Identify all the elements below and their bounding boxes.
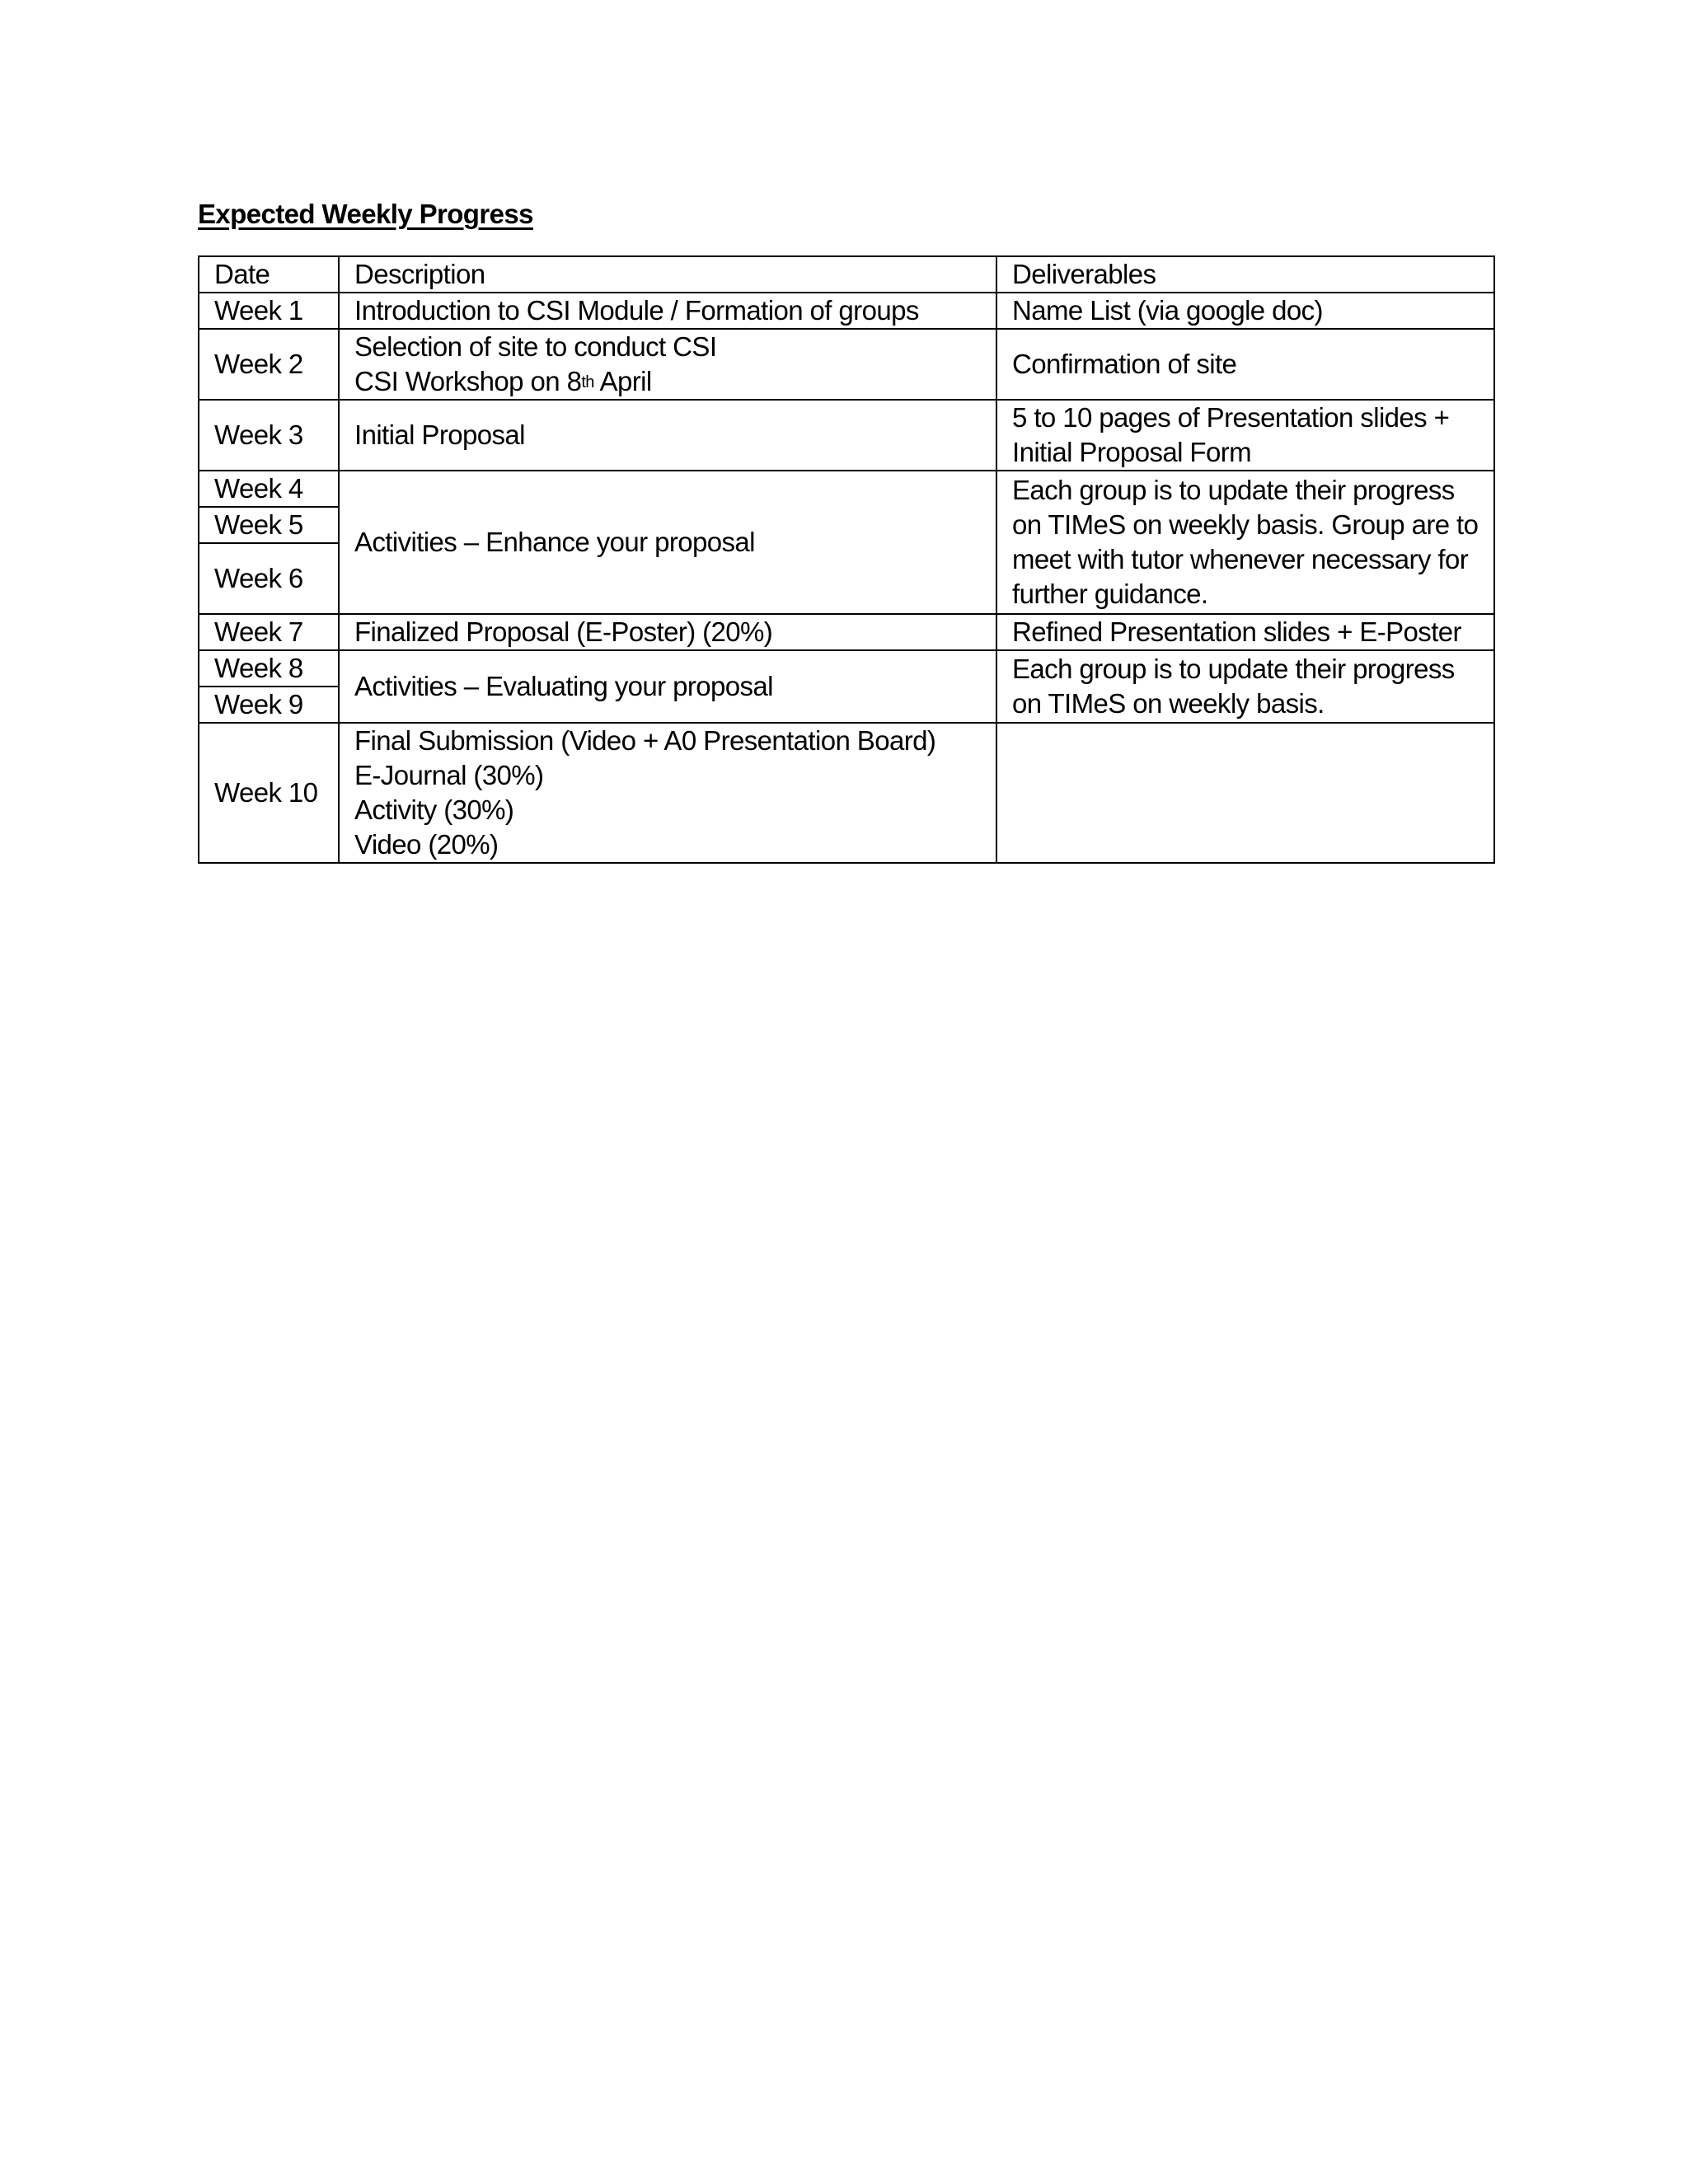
cell-date-week-8: Week 8 bbox=[199, 650, 339, 687]
description-line: E-Journal (30%) bbox=[354, 760, 544, 790]
cell-deliverables-week-1: Name List (via google doc) bbox=[996, 293, 1494, 329]
header-deliverables: Deliverables bbox=[996, 256, 1494, 293]
header-date: Date bbox=[199, 256, 339, 293]
cell-description-week-1: Introduction to CSI Module / Formation of groups bbox=[339, 293, 996, 329]
deliverables-line: Initial Proposal Form bbox=[1012, 437, 1252, 467]
cell-description-week-7: Finalized Proposal (E-Poster) (20%) bbox=[339, 614, 996, 650]
cell-deliverables-week-7: Refined Presentation slides + E-Poster bbox=[996, 614, 1494, 650]
cell-date-week-7: Week 7 bbox=[199, 614, 339, 650]
cell-description-week-2 bbox=[339, 329, 996, 400]
description-line: Activity (30%) bbox=[354, 794, 514, 825]
ordinal-suffix: th bbox=[581, 373, 594, 391]
description-line: Selection of site to conduct CSI bbox=[354, 331, 717, 362]
table-row-week-8 bbox=[199, 650, 1494, 687]
cell-date-week-2: Week 2 bbox=[199, 329, 339, 400]
table-header-row bbox=[199, 256, 1494, 293]
workshop-text: CSI Workshop on 8 bbox=[354, 366, 582, 396]
description-line bbox=[354, 364, 981, 399]
cell-date-week-6: Week 6 bbox=[199, 543, 339, 614]
cell-deliverables-week-2: Confirmation of site bbox=[996, 329, 1494, 400]
page-title: Expected Weekly Progress bbox=[198, 199, 533, 229]
workshop-month: April bbox=[593, 366, 652, 396]
weekly-progress-table bbox=[198, 255, 1495, 864]
cell-deliverables-week-3 bbox=[996, 400, 1494, 471]
table-row-week-2 bbox=[199, 329, 1494, 400]
cell-deliverables-week-4-6: Each group is to update their progress on TIMeS on weekly basis. Group are to meet with tutor whenever necessary for further guidance. bbox=[996, 471, 1494, 614]
cell-description-week-8-9: Activities – Evaluating your proposal bbox=[339, 650, 996, 723]
cell-description-week-4-6: Activities – Enhance your proposal bbox=[339, 471, 996, 614]
cell-date-week-10: Week 10 bbox=[199, 723, 339, 863]
header-description: Description bbox=[339, 256, 996, 293]
cell-deliverables-week-8-9: Each group is to update their progress on TIMeS on weekly basis. bbox=[996, 650, 1494, 723]
cell-date-week-9: Week 9 bbox=[199, 687, 339, 723]
description-line: Video (20%) bbox=[354, 829, 499, 860]
table-row-week-3 bbox=[199, 400, 1494, 471]
cell-date-week-1: Week 1 bbox=[199, 293, 339, 329]
deliverables-line: 5 to 10 pages of Presentation slides + bbox=[1012, 402, 1450, 433]
table-row-week-1 bbox=[199, 293, 1494, 329]
description-line: Final Submission (Video + A0 Presentation Board) bbox=[354, 725, 936, 756]
table-row-week-7 bbox=[199, 614, 1494, 650]
cell-date-week-4: Week 4 bbox=[199, 471, 339, 507]
cell-deliverables-week-10 bbox=[996, 723, 1494, 863]
table-row-week-10 bbox=[199, 723, 1494, 863]
table-row-week-4 bbox=[199, 471, 1494, 507]
cell-date-week-5: Week 5 bbox=[199, 507, 339, 543]
cell-description-week-3: Initial Proposal bbox=[339, 400, 996, 471]
cell-date-week-3: Week 3 bbox=[199, 400, 339, 471]
cell-description-week-10 bbox=[339, 723, 996, 863]
